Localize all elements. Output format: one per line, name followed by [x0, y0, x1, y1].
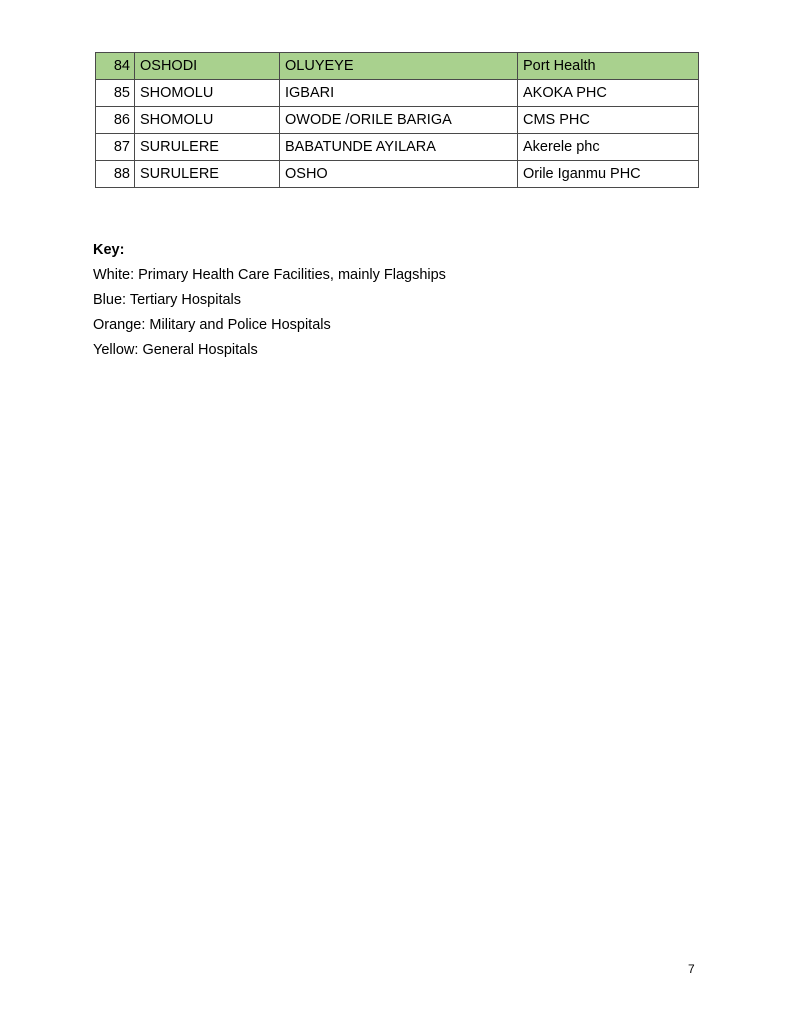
lga-cell: SURULERE — [135, 161, 280, 188]
facility-cell: AKOKA PHC — [518, 80, 699, 107]
row-number: 84 — [96, 53, 135, 80]
table-row — [96, 107, 699, 134]
ward-cell: BABATUNDE AYILARA — [280, 134, 518, 161]
key-item-white: White: Primary Health Care Facilities, mainly Flagships — [93, 267, 446, 283]
row-number: 86 — [96, 107, 135, 134]
ward-cell: OWODE /ORILE BARIGA — [280, 107, 518, 134]
facility-cell: Akerele phc — [518, 134, 699, 161]
facility-cell: Port Health — [518, 53, 699, 80]
ward-cell: IGBARI — [280, 80, 518, 107]
table-row — [96, 134, 699, 161]
key-item-orange: Orange: Military and Police Hospitals — [93, 317, 331, 333]
key-title: Key: — [93, 242, 125, 258]
page-number: 7 — [688, 962, 695, 976]
facility-cell: CMS PHC — [518, 107, 699, 134]
key-item-yellow: Yellow: General Hospitals — [93, 342, 258, 358]
table-row — [96, 161, 699, 188]
row-number: 88 — [96, 161, 135, 188]
ward-cell: OLUYEYE — [280, 53, 518, 80]
lga-cell: SHOMOLU — [135, 80, 280, 107]
table-row — [96, 53, 699, 80]
lga-cell: SHOMOLU — [135, 107, 280, 134]
table-row — [96, 80, 699, 107]
row-number: 87 — [96, 134, 135, 161]
facility-cell: Orile Iganmu PHC — [518, 161, 699, 188]
facility-table — [95, 52, 699, 188]
lga-cell: OSHODI — [135, 53, 280, 80]
ward-cell: OSHO — [280, 161, 518, 188]
lga-cell: SURULERE — [135, 134, 280, 161]
color-key — [93, 238, 446, 363]
row-number: 85 — [96, 80, 135, 107]
key-item-blue: Blue: Tertiary Hospitals — [93, 292, 242, 308]
